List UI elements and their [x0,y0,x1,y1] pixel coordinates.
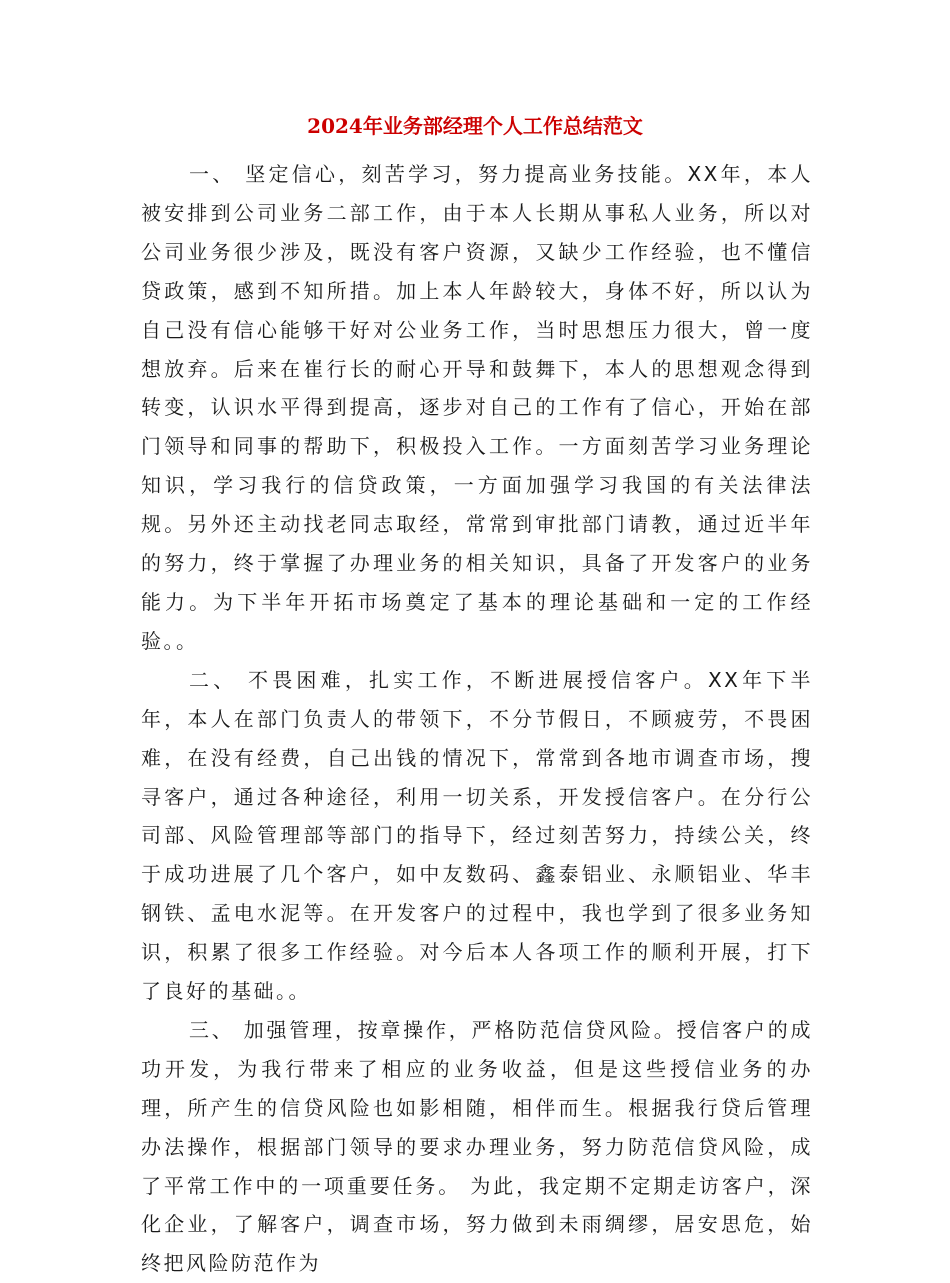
paragraph-2: 二、 不畏困难，扎实工作，不断进展授信客户。XX年下半年，本人在部门负责人的带领下，不分节假日，不顾疲劳，不畏困难，在没有经费，自己出钱的情况下，常常到各地市调查市场，搜寻客户，通过各种途径，利用一切关系，开发授信客户。在分行公司部、风险管理部等部门的指导下，经过刻苦努力，持续公关，终于成功进展了几个客户，如中友数码、鑫泰铝业、永顺铝业、华丰钢铁、孟电水泥等。在开发客户的过程中，我也学到了很多业务知识，积累了很多工作经验。对今后本人各项工作的顺利开展，打下了良好的基础。。 [141,667,813,1004]
paragraph-3: 三、 加强管理，按章操作，严格防范信贷风险。授信客户的成功开发，为我行带来了相应的业务收益，但是这些授信业务的办理，所产生的信贷风险也如影相随，相伴而生。根据我行贷后管理办法操作，根据部门领导的要求办理业务，努力防范信贷风险，成了平常工作中的一项重要任务。 为此，我定期不定期走访客户，深化企业，了解客户，调查市场，努力做到未雨绸缪，居安思危，始终把风险防范作为 [141,1017,813,1276]
document-title: 2024年业务部经理个人工作总结范文 [307,114,643,138]
paragraph-1: 一、 坚定信心，刻苦学习，努力提高业务技能。XX年，本人被安排到公司业务二部工作，由于本人长期从事私人业务，所以对公司业务很少涉及，既没有客户资源，又缺少工作经验，也不懂信贷政策，感到不知所措。加上本人年龄较大，身体不好，所以认为自己没有信心能够干好对公业务工作，当时思想压力很大，曾一度想放弃。后来在崔行长的耐心开导和鼓舞下，本人的思想观念得到转变，认识水平得到提高，逐步对自己的工作有了信心，开始在部门领导和同事的帮助下，积极投入工作。一方面刻苦学习业务理论知识，学习我行的信贷政策，一方面加强学习我国的有关法律法规。另外还主动找老同志取经，常常到审批部门请教，通过近半年的努力，终于掌握了办理业务的相关知识，具备了开发客户的业务能力。为下半年开拓市场奠定了基本的理论基础和一定的工作经验。。 [141,162,813,653]
document-body [141,155,813,1283]
